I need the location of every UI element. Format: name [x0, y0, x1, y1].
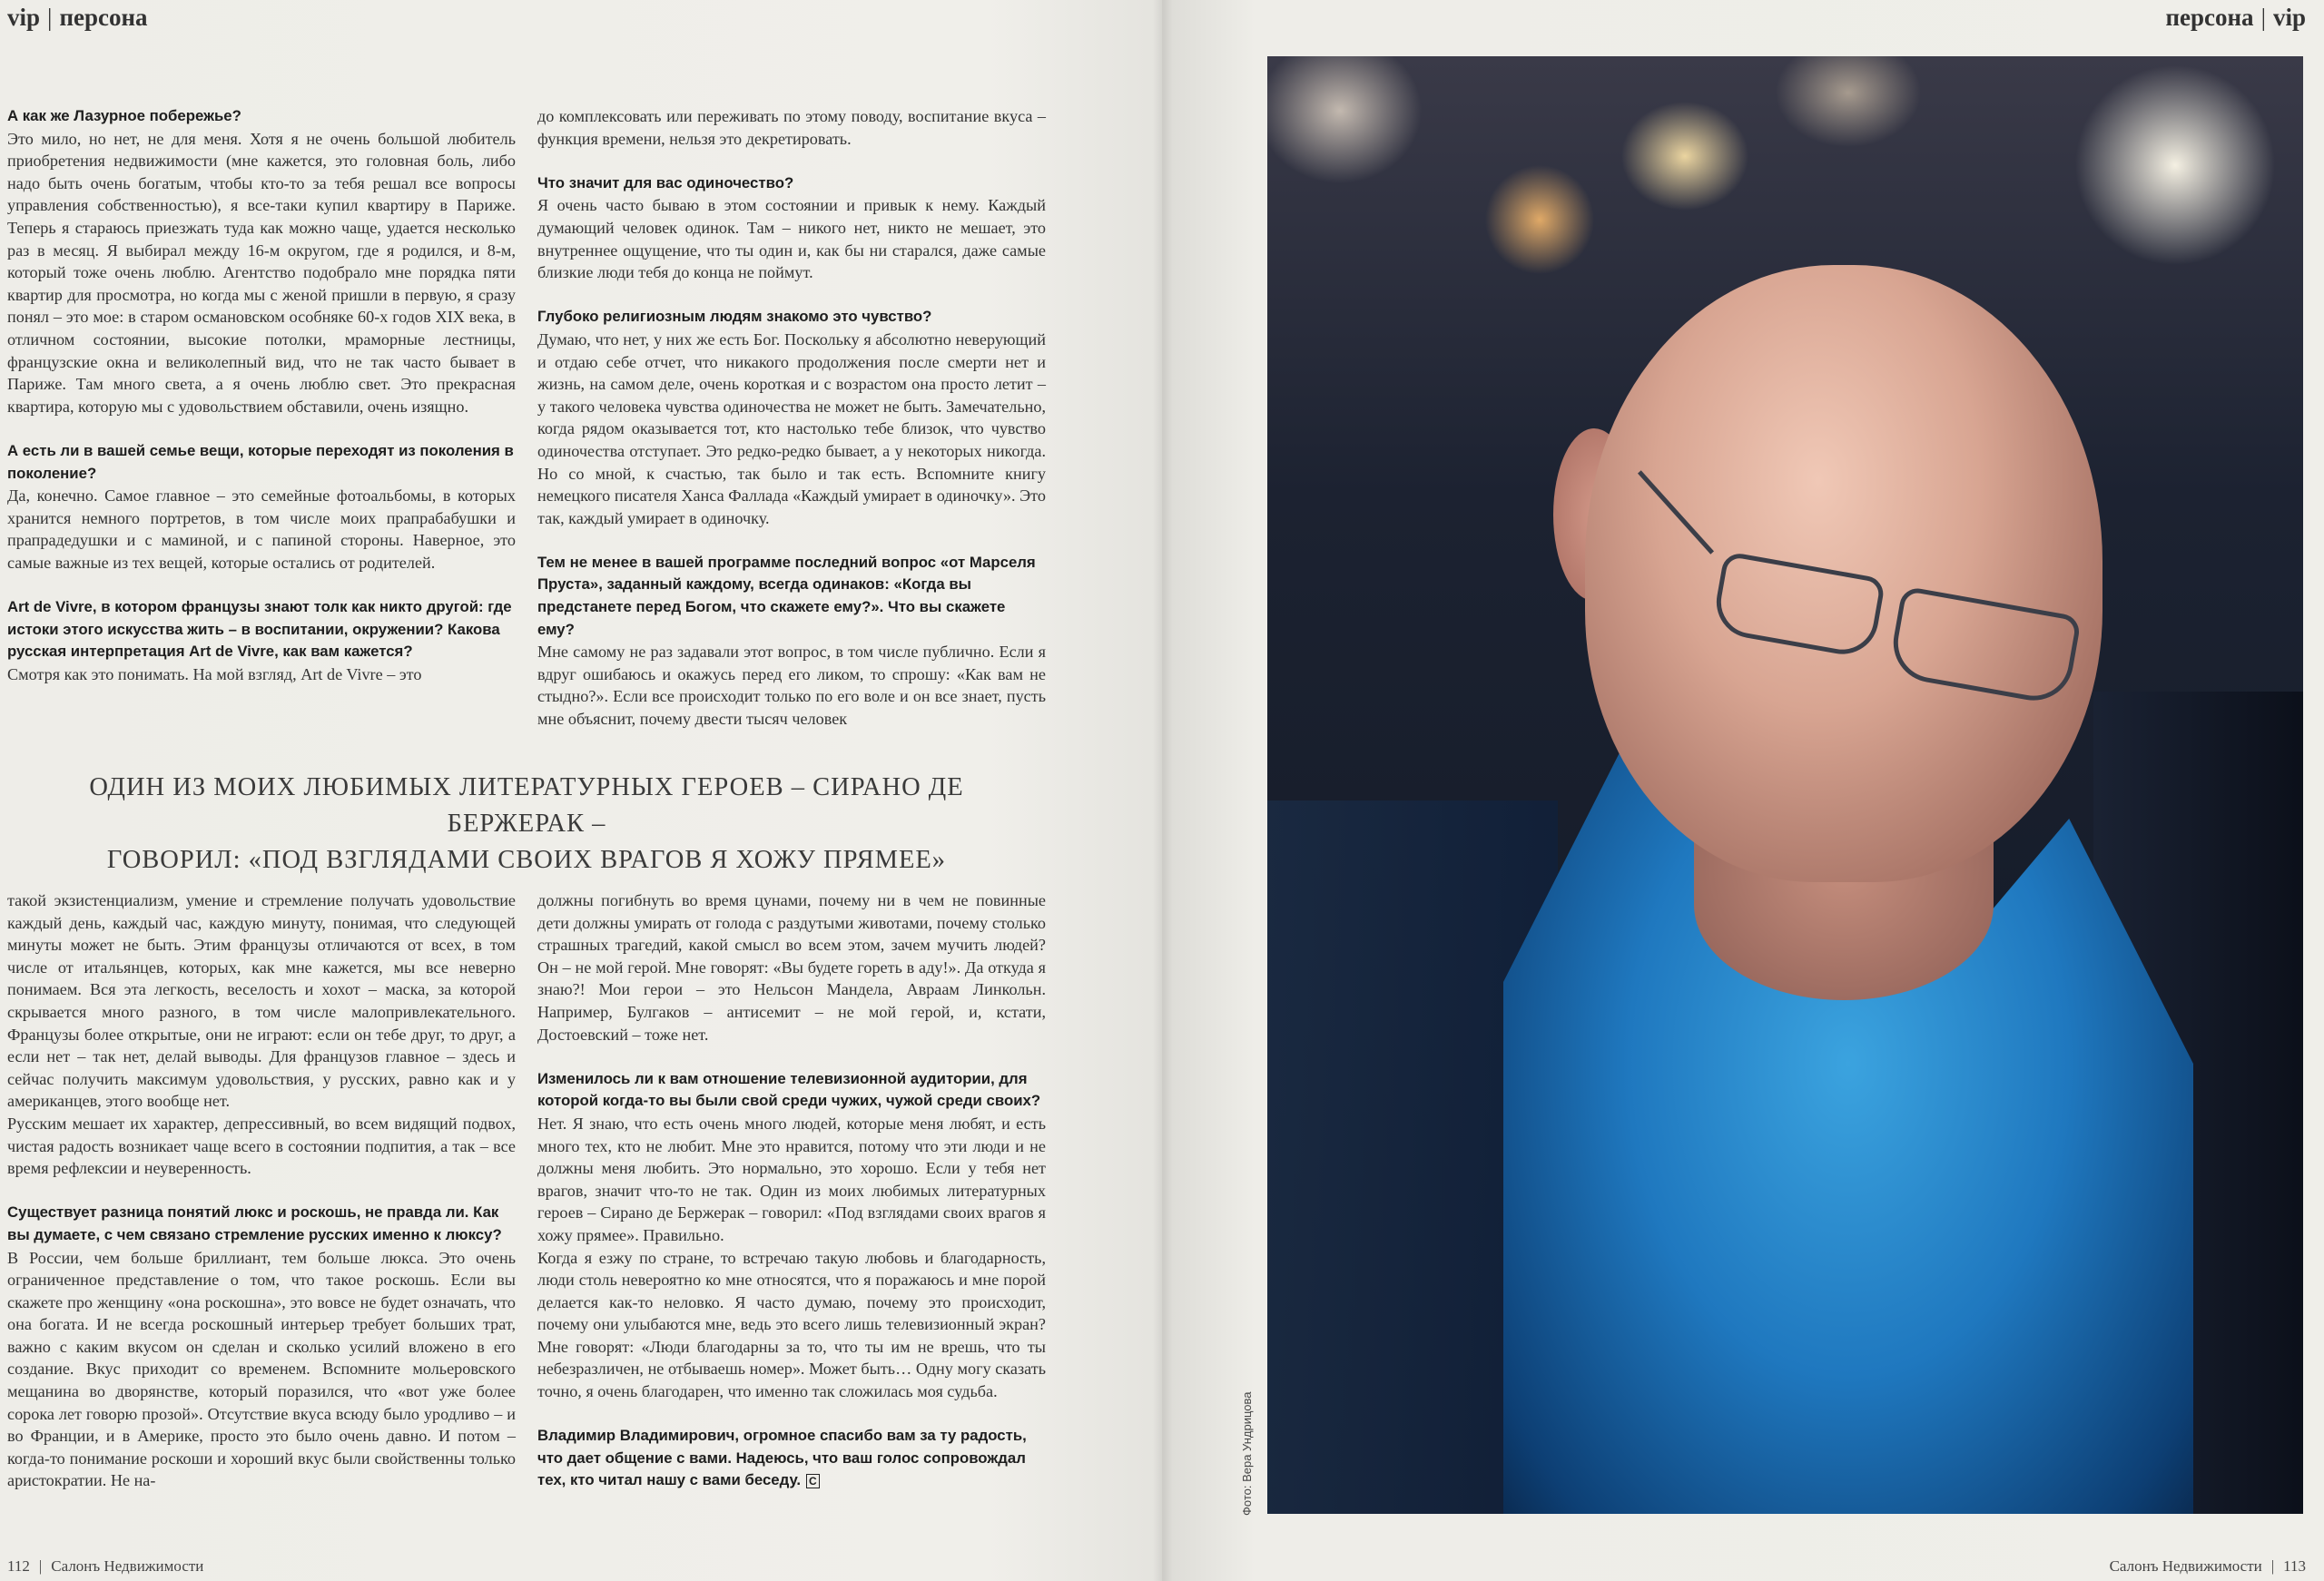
header-separator: | [2260, 4, 2266, 31]
interview-question: Глубоко религиозным людям знакомо это чувство? [537, 308, 932, 326]
interview-question: А есть ли в вашей семье вещи, которые переходят из поколения в поколение? [7, 441, 514, 482]
interview-answer: Смотря как это понимать. На мой взгляд, Art de Vivre – это [7, 664, 422, 683]
interview-closing [537, 1425, 1046, 1492]
interview-question: Что значит для вас одиночество? [537, 173, 794, 191]
subsection-label: персона [59, 4, 148, 31]
column-2-top [537, 105, 1046, 731]
spread-gutter [1153, 0, 1173, 1581]
left-running-header [7, 4, 148, 32]
folio-separator: | [2270, 1557, 2275, 1575]
right-folio [2110, 1557, 2306, 1576]
section-label: vip [2272, 4, 2306, 31]
interview-question: Изменилось ли к вам отношение телевизионной аудитории, для которой когда-то вы были свой среди чужих, чужой среди своих? [537, 1069, 1041, 1110]
column-2-bottom [537, 889, 1046, 1492]
portrait-photo [1267, 56, 2303, 1514]
pull-quote-line: ОДИН ИЗ МОИХ ЛЮБИМЫХ ЛИТЕРАТУРНЫХ ГЕРОЕВ – СИРАНО ДЕ БЕРЖЕРАК – [89, 773, 964, 838]
left-folio [7, 1557, 203, 1576]
interview-answer: Когда я езжу по стране, то встречаю такую любовь и благодарность, люди столь невероятно ко мне относятся, что я поражаюсь и мне порой делается как-то неловко. Я часто думаю, почему это происходит, почему они улыбаются мне, ведь это всего лишь телевизионный экран? Мне говорят: «Люди благодарны за то, что ты им не врешь, что ты небезразличен, не отбываешь номер». Может быть… Одну могу сказать точно, я очень благодарен, что именно так сложилась моя судьба. [537, 1248, 1046, 1401]
interview-answer: такой экзистенциализм, умение и стремление получать удовольствие каждый день, каждый час, каждую минуту, понимая, что следующей минуты может не быть. Этим французы отличаются от всех, в том числе от итальянцев, которых, как мне кажется, мы все неверно понимаем. Вся эта легкость, веселость и хохот – маска, за которой скрывается много разного, в том числе малопривлекательного. Французы более открытые, они не играют: если он тебе друг, то друг, а если нет – так нет, делай выводы. Для французов главное – здесь и сейчас получить максимум удовольствия, у русских, равно как и у американцев, этого вообще нет. [7, 891, 516, 1111]
column-1-bottom [7, 889, 516, 1492]
magazine-name: Салонъ Недвижимости [51, 1557, 204, 1575]
interview-answer: В России, чем больше бриллиант, тем больше люкса. Это очень ограниченное представление о том, что такое роскошь. Если вы скажете про женщину «она роскошна», это вовсе не будет означать, что она богата. И не всегда роскошный интерьер требует больших трат, важно с каким вкусом он сделан и сколько усилий вложено в его создание. Вкус приходит со временем. Вспомните мольеровского мещанина во дворянстве, который поразился, что «вот уже более сорока лет говорю прозой». Отсутствие вкуса всюду было уродливо – и во Франции, и в Америке, просто это было очень давно. И потом – когда-то понимание роскоши и хороший вкус были свойственны только аристократии. Не на- [7, 1248, 516, 1490]
magazine-name: Салонъ Недвижимости [2109, 1557, 2262, 1575]
interview-answer: Мне самому не раз задавали этот вопрос, в том числе публично. Если я вдруг ошибаюсь и окажусь перед его ликом, то спрошу: «Как вам не стыдно?». Если все происходит только по его воле и он все знает, пусть мне объяснит, почему двести тысяч человек [537, 643, 1046, 729]
section-label: vip [7, 4, 41, 31]
pull-quote [18, 770, 1035, 879]
interview-answer: Русским мешает их характер, депрессивный, во всем видящий подвох, чистая радость возникает чаще всего в состоянии подпития, а так – все время рефлексии и неуверенность. [7, 1114, 516, 1178]
interview-question: А как же Лазурное побережье? [7, 107, 241, 124]
interview-answer: Думаю, что нет, у них же есть Бог. Поскольку я абсолютно неверующий и отдаю себе отчет, что никакого продолжения после смерти нет и жизнь, на самом деле, очень короткая и с возрастом она просто летит – у такого человека чувства одиночества не может не быть. Замечательно, когда рядом оказывается тот, кто настолько тебе близок, что чувство одиночества отступает. Это редко-редко бывает, а у некоторых никогда. Но со мной, к счастью, так было и так есть. Вспомните книгу немецкого писателя Ханса Фаллада «Каждый умирает в одиночку». Это так, каждый умирает в одиночку. [537, 329, 1046, 527]
photo-credit: Фото: Вера Ундрицова [1240, 1391, 1254, 1516]
header-separator: | [47, 4, 53, 31]
pull-quote-line: ГОВОРИЛ: «ПОД ВЗГЛЯДАМИ СВОИХ ВРАГОВ Я ХОЖУ ПРЯМЕЕ» [106, 846, 947, 874]
interview-answer: Это мило, но нет, не для меня. Хотя я не очень большой любитель приобретения недвижимости (мне кажется, это головная боль, либо надо быть очень богатым, чтобы кто-то за тебя решал все вопросы управления собственностью), я все-таки купил квартиру в Париже. Теперь я стараюсь приезжать туда как можно чаще, удается несколько раз в месяц. Я выбирал между 16-м округом, где я родился, и 8-м, который тоже очень люблю. Агентство подобрало мне порядка пяти квартир для просмотра, но когда мы с женой пришли в первую, я сразу понял – это мое: в старом османовском особняке 60-х годов XIX века, в отличном состоянии, высокие потолки, мраморные лестницы, французские окна и великолепный вид, что не так часто бывает в Париже. Там много света, а я очень люблю свет. Это прекрасная квартира, которую мы с удовольствием обставили, очень изящно. [7, 129, 516, 416]
page-number: 112 [7, 1557, 30, 1575]
interview-question: Существует разница понятий люкс и роскошь, не правда ли. Как вы думаете, с чем связано стремление русских именно к люксу? [7, 1203, 502, 1243]
interview-answer: Да, конечно. Самое главное – это семейные фотоальбомы, в которых хранится немного портретов, в том числе моих прапрабабушки и прапрадедушки и с маминой, и с папиной стороны. Наверное, это самые важные из тех вещей, которые остались от родителей. [7, 486, 516, 572]
right-running-header [2165, 4, 2306, 32]
end-mark-icon: С [806, 1474, 820, 1488]
column-1-top [7, 105, 516, 685]
interview-answer: должны погибнуть во время цунами, почему ни в чем не повинные дети должны умирать от голода с раздутыми животами, почему столько страшных трагедий, какой смысл во всем этом, зачем мучить людей? Он – не мой герой. Мне говорят: «Вы будете гореть в аду!». Да откуда я знаю?! Мои герои – это Нельсон Мандела, Авраам Линкольн. Например, Булгаков – антисемит – не мой герой, и, кстати, Достоевский – тоже нет. [537, 891, 1046, 1044]
interview-answer: Нет. Я знаю, что есть очень много людей, которые меня любят, и есть много тех, кто не любит. Мне это нравится, потому что эти люди и не должны меня любить. Это нормально, это хорошо. Если у тебя нет врагов, значит что-то не так. Один из моих любимых литературных героев – Сирано де Бержерак – говорил: «Под взглядами своих врагов я хожу прямее». Правильно. [537, 1114, 1046, 1244]
closing-text: Владимир Владимирович, огромное спасибо вам за ту радость, что дает общение с вами. Надеюсь, что ваш голос сопровождал тех, кто читал нашу с вами беседу. [537, 1427, 1027, 1489]
interview-question: Тем не менее в вашей программе последний вопрос «от Марселя Пруста», заданный каждому, всегда одинаков: «Когда вы предстанете перед Богом, что скажете ему?». Что вы скажете ему? [537, 553, 1036, 638]
subsection-label: персона [2165, 4, 2254, 31]
interview-question: Art de Vivre, в котором французы знают толк как никто другой: где истоки этого искусства жить – в воспитании, окружении? Какова русская интерпретация Art de Vivre, как вам кажется? [7, 598, 512, 661]
folio-separator: | [38, 1557, 43, 1575]
page-number: 113 [2283, 1557, 2306, 1575]
interview-answer: Я очень часто бываю в этом состоянии и привык к нему. Каждый думающий человек одинок. Там – никого нет, никто не мешает, это внутреннее ощущение, что ты один и, как бы ни старался, даже самые близкие люди тебя до конца не поймут. [537, 196, 1046, 282]
interview-answer: до комплексовать или переживать по этому поводу, воспитание вкуса – функция времени, нельзя это декретировать. [537, 107, 1046, 148]
